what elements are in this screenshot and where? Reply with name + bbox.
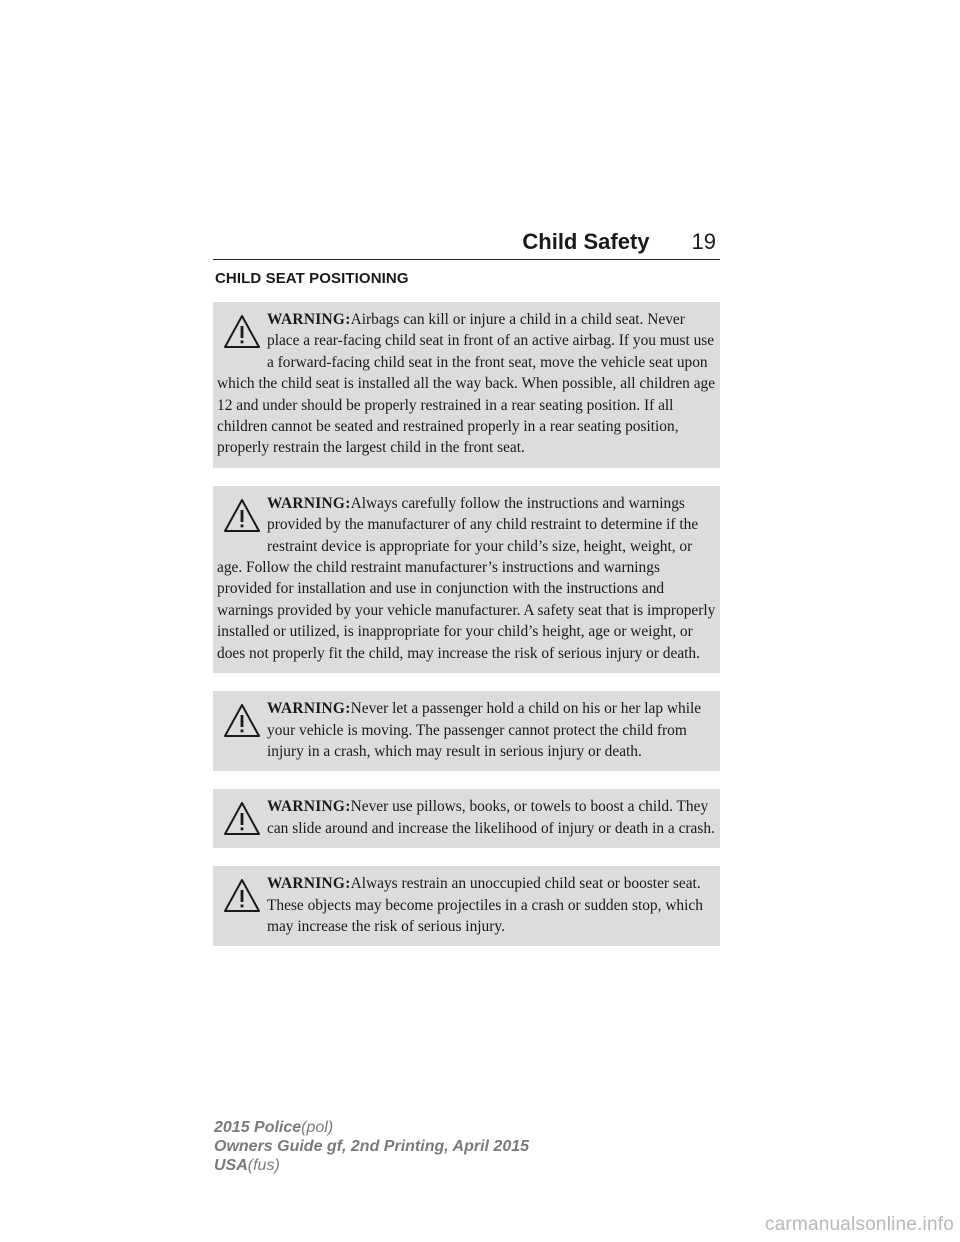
warning-box (213, 866, 720, 946)
warning-label: WARNING: (267, 798, 351, 816)
warning-box (213, 789, 720, 848)
page-number: 19 (691, 229, 716, 254)
warning-triangle-icon (223, 313, 261, 351)
warning-label: WARNING: (267, 700, 351, 718)
warning-triangle-icon (223, 497, 261, 535)
warning-text: Airbags can kill or injure a child in a child seat. Never place a rear-facing child seat in front of an active airbag. If you must use a forward-facing child seat in the front seat, move the vehicle seat upon which the child seat is installed all the way back. When possible, all children age 12 and under should be properly restrained in a rear seating position. If all children cannot be seated and restrained properly in a rear seating position, properly restrain the largest child in the front seat. (217, 311, 716, 457)
warning-box (213, 486, 720, 673)
page-header (213, 226, 720, 260)
footer-market-code: (fus) (247, 1157, 280, 1174)
footer-line-printing: Owners Guide gf, 2nd Printing, April 2015 (214, 1138, 530, 1155)
warning-text: Never let a passenger hold a child on his or her lap while your vehicle is moving. The passenger cannot protect the child from injury in a crash, which may result in serious injury or death. (267, 700, 702, 760)
warning-text: Never use pillows, books, or towels to boost a child. They can slide around and increase the likelihood of injury or death in a crash. (267, 798, 715, 837)
footer-model: 2015 Police (214, 1119, 302, 1136)
warning-triangle-icon (223, 877, 261, 915)
warning-text: Always carefully follow the instructions and warnings provided by the manufacturer of any child restraint to determine if the restraint device is appropriate for your child’s size, height, weight, or age. Follow the child restraint manufacturer’s instructions and warnings provided for installation and use in conjunction with the instructions and warnings provided by your vehicle manufacturer. A safety seat that is improperly installed or utilized, is inappropriate for your child’s height, age or weight, or does not properly fit the child, may increase the risk of serious injury or death. (217, 494, 716, 662)
section-heading: CHILD SEAT POSITIONING (215, 270, 409, 287)
footer-market: USA (214, 1157, 248, 1174)
warning-label: WARNING: (267, 875, 351, 893)
footer-line-model (214, 1118, 529, 1137)
warning-triangle-icon (223, 800, 261, 838)
print-footer (214, 1118, 529, 1175)
warning-box (213, 691, 720, 771)
chapter-title: Child Safety (522, 229, 650, 254)
footer-model-code: (pol) (301, 1119, 334, 1136)
warning-label: WARNING: (267, 494, 351, 512)
warning-triangle-icon (223, 702, 261, 740)
warning-text: Always restrain an unoccupied child seat or booster seat. These objects may become projectiles in a crash or sudden stop, which may increase the risk of serious injury. (267, 875, 703, 935)
footer-line-market (214, 1156, 529, 1175)
warnings-list (213, 302, 720, 964)
watermark: carmanualsonline.info (764, 1214, 954, 1235)
warning-label: WARNING: (267, 311, 351, 328)
warning-box (213, 302, 720, 468)
